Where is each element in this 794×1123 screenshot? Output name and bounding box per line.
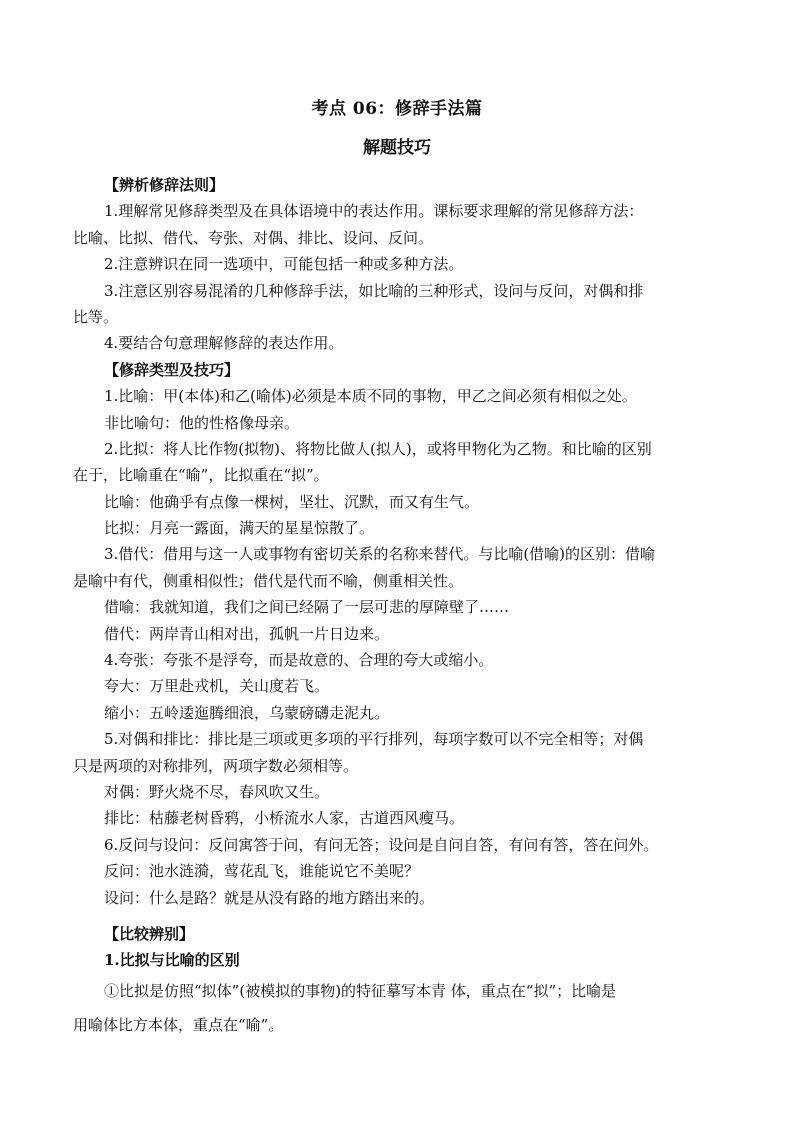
- text-line: 用喻体比方本体，重点在“喻”。: [73, 1015, 284, 1034]
- text-line: 2.比拟：将人比作物(拟物)、将物比做人(拟人)，或将甲物化为乙物。和比喻的区别: [104, 439, 652, 458]
- document-body: [73, 172, 723, 1042]
- text-line: 借喻：我就知道，我们之间已经隔了一层可悲的厚障壁了……: [104, 598, 510, 617]
- text-line: 对偶：野火烧不尽，春风吹又生。: [104, 782, 330, 801]
- text-line: 4.夸张：夸张不是浮夸，而是故意的、合理的夸大或缩小。: [104, 651, 494, 670]
- text-line: 3.借代：借用与这一人或事物有密切关系的名称来替代。与比喻(借喻)的区别：借喻: [104, 545, 656, 564]
- text-line: 是喻中有代，侧重相似性；借代是代而不喻，侧重相关性。: [73, 571, 464, 590]
- text-line: ①比拟是仿照“拟体”(被模拟的事物)的特征摹写本青 体，重点在“拟”；比喻是: [104, 981, 617, 1000]
- text-line: 夸大：万里赴戎机，关山度若飞。: [104, 677, 330, 696]
- section-text: [73, 974, 723, 1042]
- text-line: 1.比喻：甲(本体)和乙(喻体)必须是本质不同的事物，甲乙之间必须有相似之处。: [104, 387, 637, 406]
- text-line: 只是两项的对称排列，两项字数必须相等。: [73, 756, 359, 775]
- text-line: 排比：枯藤老树昏鸦，小桥流水人家，古道西风瘦马。: [104, 809, 465, 828]
- text-line: 在于，比喻重在“喻”，比拟重在“拟”。: [73, 466, 329, 485]
- text-line: 非比喻句：他的性格像母亲。: [104, 413, 300, 432]
- section-gap: [73, 911, 723, 921]
- text-line: 缩小：五岭逶迤腾细浪，乌蒙磅礴走泥丸。: [104, 703, 390, 722]
- text-line: 3.注意区别容易混淆的几种修辞手法，如比喻的三种形式，设问与反问，对偶和排: [104, 281, 644, 300]
- document-subtitle: 解题技巧: [363, 138, 431, 158]
- text-line: 6.反问与设问：反问寓答于问，有问无答；设问是自问自答，有问有答，答在问外。: [104, 835, 659, 854]
- section-heading: 【修辞类型及技巧】: [104, 360, 240, 379]
- text-line: 2.注意辨识在同一选项中，可能包括一种或多种方法。: [104, 255, 464, 274]
- text-line: 5.对偶和排比：排比是三项或更多项的平行排列，每项字数可以不完全相等；对偶: [104, 730, 644, 749]
- section-heading: 【比较辨别】: [104, 924, 195, 943]
- document-title: 考点 06：修辞手法篇: [311, 99, 483, 119]
- text-line: 比喻、比拟、借代、夸张、对偶、排比、设问、反问。: [73, 228, 434, 247]
- text-line: 借代：两岸青山相对出，孤帆一片日边来。: [104, 624, 390, 643]
- text-line: 4.要结合句意理解修辞的表达作用。: [104, 334, 344, 353]
- section-heading: 【辨析修辞法则】: [104, 176, 225, 194]
- text-line: 反问：池水涟漪，莺花乱飞，谁能说它不美呢？: [104, 862, 420, 881]
- text-line: 设问：什么是路？就是从没有路的地方踏出来的。: [104, 888, 435, 907]
- text-line: 1.理解常见修辞类型及在具体语境中的表达作用。课标要求理解的常见修辞方法：: [104, 202, 644, 221]
- section-subheading: 1.比拟与比喻的区别: [104, 951, 240, 970]
- main-text: [73, 172, 723, 911]
- text-line: 比等。: [73, 307, 119, 326]
- text-line: 比拟：月亮一露面，满天的星星惊散了。: [104, 519, 375, 538]
- text-line: 比喻：他确乎有点像一棵树，坚壮、沉默，而又有生气。: [104, 492, 480, 511]
